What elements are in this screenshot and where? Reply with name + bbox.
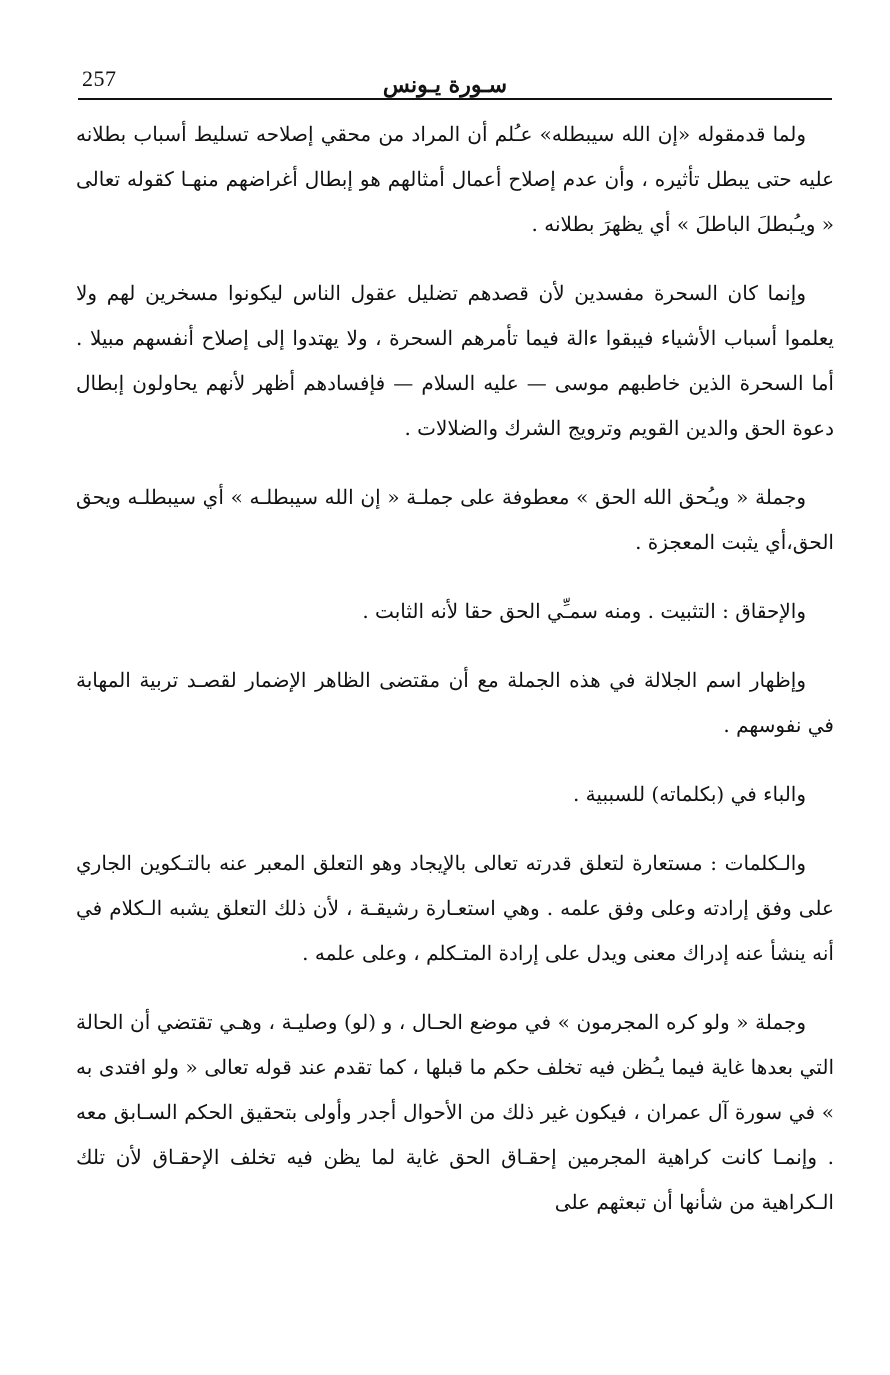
paragraph-1: ولما قدمقوله «إن الله سيبطله» عـُلم أن المراد من محقي إصلاحه تسليط أسباب بطلانه عليه حتى يبطل تأثيره ، وأن عدم إصلاح أعمال أمثالهم هو إبطال أغراضهم منهـا كقوله تعالى « ويـُبطلَ الباطلَ » أي يظهرَ بطلانه . xyxy=(76,122,834,236)
paragraph-3: وجملة « ويـُحق الله الحق » معطوفة على جملـة « إن الله سيبطلـه » أي سيبطلـه ويحق الحق،أي يثبت المعجزة . xyxy=(76,485,834,554)
paragraph-4: والإحقاق : التثبيت . ومنه سمـِّي الحق حقا لأنه الثابت . xyxy=(362,599,806,623)
paragraph-8: وجملة « ولو كره المجرمون » في موضع الحـال ، و (لو) وصليـة ، وهـي تقتضي أن الحالة التي بعدها غاية فيما يـُظن فيه تخلف حكم ما قبلها ، كما تقدم عند قوله تعالى « ولو افتدى به » في سورة آل عمران ، فيكون غير ذلك من الأحوال أجدر وأولى بتحقيق الحكم السـابق معه . وإنمـا كانت كراهية المجرمين إحقـاق الحق غاية لما يظن فيه تخلف الإحقـاق لأن تلك الـكراهية من شأنها أن تبعثهم على xyxy=(76,1010,834,1214)
paragraph-6: والباء في (بكلماته) للسببية . xyxy=(572,782,806,806)
page-body xyxy=(76,112,834,1225)
header-rule xyxy=(78,98,832,100)
paragraph-7: والـكلمات : مستعارة لتعلق قدرته تعالى بالإيجاد وهو التعلق المعبر عنه بالتـكوين الجاري على وفق إرادته وعلى وفق علمه . وهي استعـارة رشيقـة ، لأن ذلك التعلق يشبه الـكلام في أنه ينشأ عنه إدراك معنى ويدل على إرادة المتـكلم ، وعلى علمه . xyxy=(76,851,834,965)
paragraph-5: وإظهار اسم الجلالة في هذه الجملة مع أن مقتضى الظاهر الإضمار لقصـد تربية المهابة في نفوسهم . xyxy=(76,668,834,737)
paragraph-2: وإنما كان السحرة مفسدين لأن قصدهم تضليل عقول الناس ليكونوا مسخرين لهم ولا يعلموا أسباب الأشياء فيبقوا ءالة فيما تأمرهم السحرة ، ولا يهتدوا إلى إصلاح أنفسهم مبيلا . أما السحرة الذين خاطبهم موسى — عليه السلام — فإفسادهم أظهر لأنهم يحاولون إبطال دعوة الحق والدين القويم وترويج الشرك والضلالات . xyxy=(76,281,834,440)
page-number: 257 xyxy=(82,66,117,91)
surah-title: سـورة يـونس xyxy=(382,72,508,98)
